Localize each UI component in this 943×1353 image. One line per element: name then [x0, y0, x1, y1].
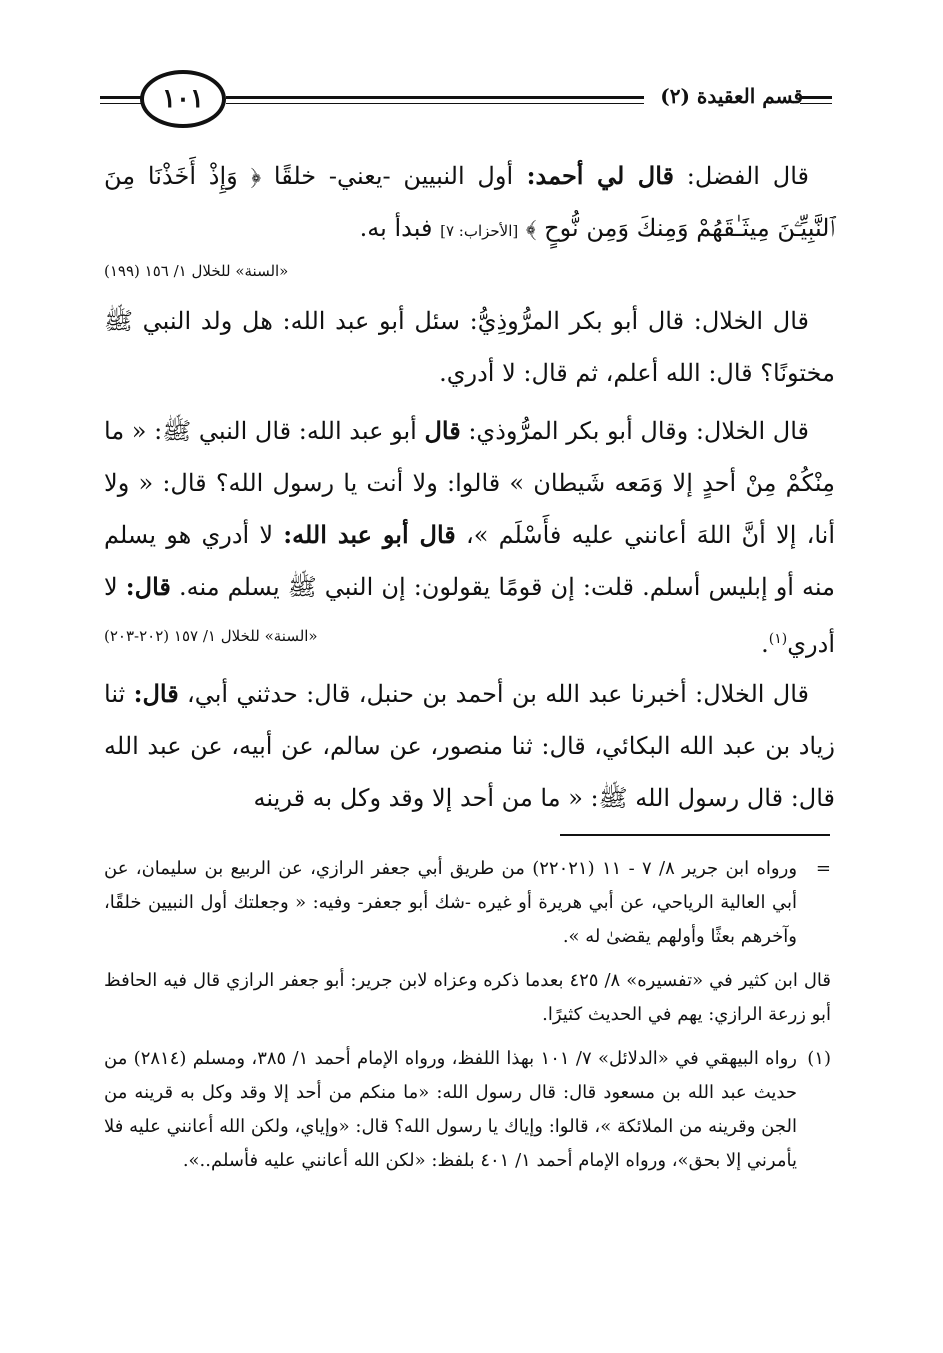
header-rule-right-thin [800, 103, 832, 104]
citation-2: «السنة» للخلال ١/ ١٥٧ (٢٠٢-٢٠٣) [104, 627, 318, 645]
text: أبو عبد الله: قال النبي ﷺ: « ما مِنْكُمْ مِنْ أحدٍ إلا وَمَعه شَيطان » قالوا: ولا أنت يا رسول الله؟ قال: « ولا أنا، إلا أنَّ اللهَ أعانني عليه فأَسْلَم »، [104, 417, 835, 549]
footnote-mark: (١) [807, 1048, 831, 1069]
header-rule-left [100, 96, 144, 99]
text: لا أدري [104, 573, 835, 658]
quran-verse: أول النبيين -يعني- خلقًا ﴿ وَإِذْ أَخَذْنَا مِنَ ٱلنَّبِيِّـۧنَ مِيثَـٰقَهُمْ وَمِنكَ وَمِن نُّوحٍ ﴾ [104, 162, 835, 242]
section-title: قسم العقيدة (٢) [660, 84, 803, 108]
text: قال الخلال: قال أبو بكر المرُّوذِيُّ: سئل أبو عبد الله: هل ولد النبي ﷺ مختونًا؟ قال: الله أعلم، ثم قال: لا أدري. [104, 307, 835, 387]
footnote-continued-2 [104, 964, 831, 1032]
text-bold: قال: [133, 679, 179, 708]
text-bold: قال أبو عبد الله: [283, 520, 456, 549]
page-number: ١٠١ [140, 70, 226, 128]
paragraph-4 [104, 668, 835, 824]
text: لا أدري هو يسلم منه أو إبليس أسلم. قلت: إن قومًا يقولون: إن النبي ﷺ يسلم منه. [104, 521, 835, 601]
footnote-mark: = [815, 858, 831, 879]
footnote-separator [560, 834, 830, 836]
text: قال الفضل: [674, 162, 809, 190]
text: ثنا زياد بن عبد الله البكائي، قال: ثنا منصور، عن سالم، عن أبيه، عن عبد الله قال: قال رسول الله ﷺ: « ما من أحد إلا وقد وكل به قرينه [104, 680, 835, 812]
header-rule-right [800, 96, 832, 99]
footnote-text: ورواه ابن جرير ٨/ ٧ - ١١ (٢٢٠٢١) من طريق أبي جعفر الرازي، عن الربيع بن سليمان، عن أبي العالية الرياحي، عن أبي هريرة أو غيره -شك أبو جعفر- وفيه: « وجعلتك أول النبيين خلقًا، وآخرهم بعثًا وأولهم يقضىٰ له ». [104, 858, 798, 947]
footnote-ref: (١) [768, 631, 788, 647]
text: قال الخلال: أخبرنا عبد الله بن أحمد بن حنبل، قال: حدثني أبي، [178, 680, 809, 708]
text: فبدأ به. [359, 214, 441, 242]
text: . [761, 630, 769, 658]
footnotes [104, 852, 831, 1188]
footnote-text: رواه البيهقي في «الدلائل» ٧/ ١٠١ بهذا اللفظ، ورواه الإمام أحمد ١/ ٣٨٥، ومسلم (٢٨١٤) من حديث عبد الله بن مسعود قال: قال رسول الله: «ما منكم من أحد إلا وقد وكل به قرينه من الجن وقرينه من الملائكة »، قالوا: وإياك يا رسول الله؟ قال: «وإياي، ولكن الله أعانني عليه فلا يأمرني إلا بحق»، ورواه الإمام أحمد ١/ ٤٠١ بلفظ: «لكن الله أعانني عليه فأسلم..». [104, 1048, 797, 1171]
header-rule-middle-thin [226, 103, 644, 104]
header-rule-left-thin [100, 103, 144, 104]
footnote-1 [104, 1042, 831, 1178]
citation-1: «السنة» للخلال ١/ ١٥٦ (١٩٩) [104, 262, 289, 280]
text: قال الخلال: وقال أبو بكر المرُّوذي: [460, 417, 810, 445]
text-bold: قال: [125, 572, 171, 601]
paragraph-2 [104, 295, 835, 399]
text-bold: قال لي أحمد: [513, 161, 674, 190]
text-bold: قال [424, 416, 461, 445]
main-text [104, 150, 835, 830]
footnote-text: قال ابن كثير في «تفسيره» ٨/ ٤٢٥ بعدما ذكره وعزاه لابن جرير: أبو جعفر الرازي قال فيه الحافظ أبو زرعة الرازي: يهم في الحديث كثيرًا. [104, 970, 832, 1025]
paragraph-1 [104, 150, 835, 257]
header-rule-middle [226, 96, 644, 99]
footnote-continued [104, 852, 831, 954]
verse-reference: [الأحزاب: ٧] [440, 222, 519, 240]
